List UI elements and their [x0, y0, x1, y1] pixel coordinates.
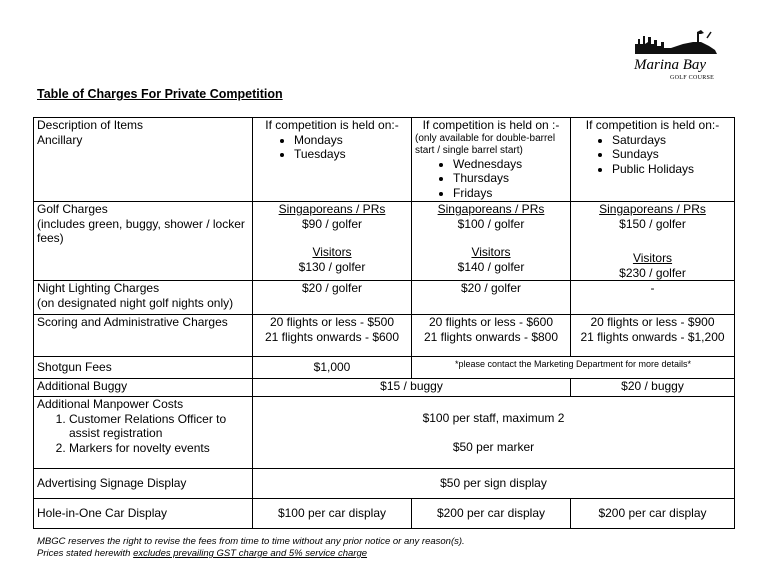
document-title: Table of Charges For Private Competition [37, 87, 283, 101]
list-item: • Tuesdays [294, 147, 408, 162]
shotgun-note: *please contact the Marketing Department for more details* [412, 357, 735, 379]
additional-buggy-row [34, 379, 735, 397]
signage-label: Advertising Signage Display [34, 469, 253, 499]
list-item: 1. Customer Relations Officer to assist registration [69, 412, 249, 441]
shotgun-label: Shotgun Fees [34, 357, 253, 379]
footer-prices-prefix: Prices stated herewith [37, 548, 134, 559]
weekend-column-header [571, 118, 735, 202]
sg-pr-price: $100 / golfer [457, 216, 525, 231]
hole-in-one-col3: $200 per car display [571, 499, 735, 529]
golf-charges-col3 [571, 202, 735, 281]
list-item: 2. Markers for novelty events [69, 441, 249, 456]
sg-pr-label: Singaporeans / PRs [599, 202, 706, 216]
col2-heading: If competition is held on :- [422, 118, 560, 132]
sg-pr-label: Singaporeans / PRs [278, 202, 386, 216]
list-item: • Fridays [453, 186, 567, 201]
night-lighting-row [34, 281, 735, 315]
scoring-col2: 20 flights or less - $600 21 flights onwards - $800 [412, 315, 571, 357]
footer-prices-exclusion: excludes prevailing GST charge and 5% service charge [133, 548, 368, 559]
scoring-row [34, 315, 735, 357]
additional-buggy-label: Additional Buggy [34, 379, 253, 397]
hole-in-one-col1: $100 per car display [253, 499, 412, 529]
list-item: • Saturdays [612, 133, 731, 148]
weekday-column-header [253, 118, 412, 202]
footer-notes [37, 536, 465, 560]
visitors-price: $130 / golfer [298, 259, 366, 274]
list-item: • Sundays [612, 147, 731, 162]
list-item: • Public Holidays [612, 162, 731, 177]
col3-heading: If competition is held on:- [585, 118, 720, 132]
shotgun-col1: $1,000 [253, 357, 412, 379]
golf-charges-label: Golf Charges (includes green, buggy, shower / locker fees) [34, 202, 253, 281]
logo-title: Marina Bay [634, 57, 707, 73]
list-item: • Wednesdays [453, 157, 567, 172]
manpower-items [37, 412, 249, 456]
shotgun-row [34, 357, 735, 379]
sg-pr-price: $150 / golfer [619, 216, 686, 231]
visitors-price: $140 / golfer [457, 259, 525, 274]
scoring-label: Scoring and Administrative Charges [34, 315, 253, 357]
manpower-label: Additional Manpower Costs [37, 397, 184, 411]
additional-buggy-col12: $15 / buggy [253, 379, 571, 397]
additional-buggy-col3: $20 / buggy [571, 379, 735, 397]
visitors-price: $230 / golfer [619, 265, 686, 280]
golf-charges-col2 [412, 202, 571, 281]
col2-note: (only available for double-barrel start / single barrel start) [415, 132, 556, 156]
description-header [34, 118, 253, 202]
manpower-label-cell [34, 397, 253, 469]
charges-table [33, 117, 735, 529]
golf-charges-col1 [253, 202, 412, 281]
visitors-label: Visitors [471, 245, 511, 259]
scoring-col1: 20 flights or less - $500 21 flights onwards - $600 [253, 315, 412, 357]
col1-heading: If competition is held on:- [265, 118, 399, 132]
scoring-col3: 20 flights or less - $900 21 flights onwards - $1,200 [571, 315, 735, 357]
sg-pr-label: Singaporeans / PRs [437, 202, 545, 216]
list-item: • Thursdays [453, 171, 567, 186]
manpower-price-marker: $50 per marker [452, 439, 535, 454]
golf-charges-row [34, 202, 735, 281]
description-heading: Description of Items [37, 118, 144, 132]
table-header-row [34, 118, 735, 202]
manpower-prices [253, 397, 735, 469]
visitors-label: Visitors [312, 245, 352, 259]
col3-days-list [574, 133, 731, 177]
signage-value: $50 per sign display [253, 469, 735, 499]
col2-days-list [415, 157, 567, 201]
night-lighting-col1: $20 / golfer [253, 281, 412, 315]
night-lighting-label: Night Lighting Charges (on designated night golf nights only) [34, 281, 253, 315]
col1-days-list [256, 133, 408, 162]
hole-in-one-row [34, 499, 735, 529]
night-lighting-col2: $20 / golfer [412, 281, 571, 315]
hole-in-one-col2: $200 per car display [412, 499, 571, 529]
sg-pr-price: $90 / golfer [301, 216, 363, 231]
hole-in-one-label: Hole-in-One Car Display [34, 499, 253, 529]
logo-subtitle: GOLF COURSE [670, 75, 715, 81]
night-lighting-col3: - [571, 281, 735, 315]
signage-row [34, 469, 735, 499]
list-item: • Mondays [294, 133, 408, 148]
manpower-row [34, 397, 735, 469]
manpower-price-staff: $100 per staff, maximum 2 [422, 411, 565, 425]
ancillary-heading: Ancillary [37, 132, 83, 147]
footer-revision-note: MBGC reserves the right to revise the fees from time to time without any prior notice or any reason(s). [37, 536, 465, 547]
footer-prices-note [37, 548, 465, 560]
visitors-label: Visitors [632, 251, 673, 265]
midweek-column-header [412, 118, 571, 202]
